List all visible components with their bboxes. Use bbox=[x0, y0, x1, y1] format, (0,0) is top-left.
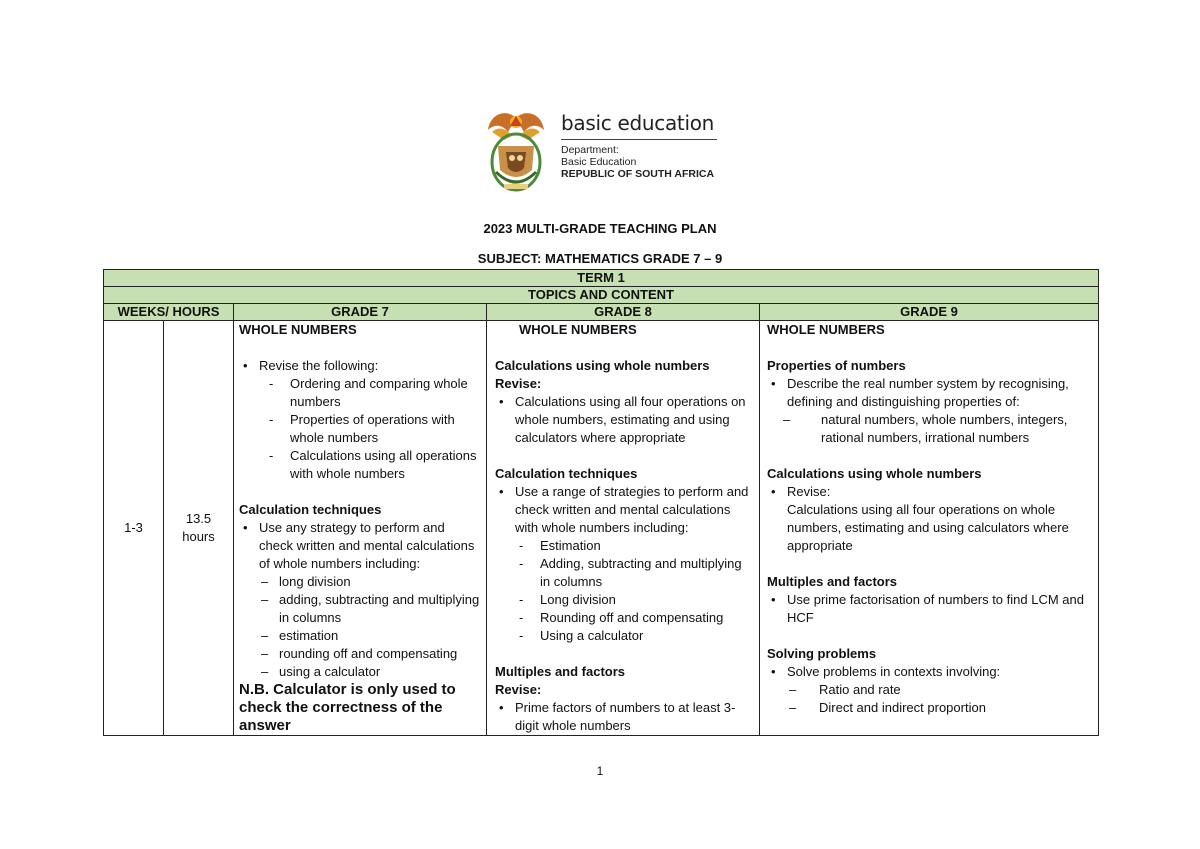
g7-calc-heading: Calculation techniques bbox=[239, 502, 382, 517]
list-item: - Calculations using all operations with whole numbers bbox=[259, 447, 481, 483]
header-grade-7: GRADE 7 bbox=[234, 304, 487, 321]
list-item: • Prime factors of numbers to at least 3-digit whole numbers bbox=[495, 699, 754, 735]
header-weeks: WEEKS/ HOURS bbox=[104, 304, 234, 321]
g8-mult-heading: Multiples and factors bbox=[495, 664, 626, 679]
brand-name: basic education bbox=[561, 111, 715, 135]
list-item: • Revise the following: - Ordering and comparing whole numbers - Properties of operations with whole numbers - Calculations using all operations with whole numbers bbox=[239, 357, 481, 483]
list-item: – long division bbox=[259, 573, 481, 591]
g8-heading: WHOLE NUMBERS bbox=[519, 322, 637, 337]
term-row bbox=[104, 270, 1099, 287]
topics-row bbox=[104, 287, 1099, 304]
list-item: - Adding, subtracting and multiplying in columns bbox=[509, 555, 754, 591]
g9-heading: WHOLE NUMBERS bbox=[767, 322, 885, 337]
list-item: • Revise: Calculations using all four operations on whole numbers, estimating and using calculators where appropriate bbox=[767, 483, 1093, 555]
grade-7-content bbox=[234, 321, 487, 736]
list-item: – adding, subtracting and multiplying in columns bbox=[259, 591, 481, 627]
weeks-cell: 1-3 bbox=[104, 321, 164, 736]
list-item: – Ratio and rate bbox=[787, 681, 1093, 699]
g8-revise-label: Revise: bbox=[495, 376, 542, 391]
header-grade-8: GRADE 8 bbox=[487, 304, 760, 321]
list-item: – estimation bbox=[259, 627, 481, 645]
list-item: - Rounding off and compensating bbox=[509, 609, 754, 627]
list-item: – natural numbers, whole numbers, integers, rational numbers, irrational numbers bbox=[781, 411, 1093, 447]
coat-of-arms-icon bbox=[484, 110, 548, 195]
country-name: REPUBLIC OF SOUTH AFRICA bbox=[561, 168, 715, 180]
grade-8-content bbox=[487, 321, 760, 736]
g9-calc-text: Calculations using all four operations on whole numbers, estimating and using calculators where appropriate bbox=[787, 502, 1069, 553]
list-item: • Solve problems in contexts involving: – Ratio and rate – Direct and indirect proportion bbox=[767, 663, 1093, 717]
document-title: 2023 MULTI-GRADE TEACHING PLAN bbox=[483, 221, 717, 236]
document-subject: SUBJECT: MATHEMATICS GRADE 7 – 9 bbox=[477, 251, 723, 266]
list-item: - Properties of operations with whole numbers bbox=[259, 411, 481, 447]
brand-divider bbox=[561, 139, 717, 140]
page-number: 1 bbox=[596, 764, 604, 778]
list-item: - Estimation bbox=[509, 537, 754, 555]
dbe-logo bbox=[484, 110, 724, 195]
g9-solve-heading: Solving problems bbox=[767, 646, 877, 661]
dept-label: Department: bbox=[561, 144, 619, 156]
header-grade-9: GRADE 9 bbox=[760, 304, 1099, 321]
g8-mult-revise: Revise: bbox=[495, 682, 542, 697]
teaching-plan-table bbox=[103, 269, 1099, 736]
grade-9-content bbox=[760, 321, 1099, 736]
list-item: - Long division bbox=[509, 591, 754, 609]
g8-calc-heading: Calculations using whole numbers bbox=[495, 358, 710, 373]
list-item: • Use a range of strategies to perform and check written and mental calculations with whole numbers including: - Estimation - Adding, subtracting and multiplying in columns - Long division - Rounding off and compensating - Using a calculator bbox=[495, 483, 754, 645]
list-item: • Use prime factorisation of numbers to find LCM and HCF bbox=[767, 591, 1093, 627]
g9-prop-heading: Properties of numbers bbox=[767, 358, 906, 373]
list-item: – rounding off and compensating bbox=[259, 645, 481, 663]
list-item: - Ordering and comparing whole numbers bbox=[259, 375, 481, 411]
dept-name: Basic Education bbox=[561, 156, 637, 168]
header-row bbox=[104, 304, 1099, 321]
content-row bbox=[104, 321, 1099, 736]
list-item: – using a calculator bbox=[259, 663, 481, 681]
list-item: - Using a calculator bbox=[509, 627, 754, 645]
g7-calculator-note: N.B. Calculator is only used to check the correctness of the answer bbox=[239, 681, 456, 734]
g9-mult-heading: Multiples and factors bbox=[767, 574, 898, 589]
term-cell: TERM 1 bbox=[104, 270, 1099, 287]
list-item: • Describe the real number system by recognising, defining and distinguishing properties of: – natural numbers, whole numbers, integers, rational numbers, irrational numbers bbox=[767, 375, 1093, 447]
list-item: – Direct and indirect proportion bbox=[787, 699, 1093, 717]
topics-cell: TOPICS AND CONTENT bbox=[104, 287, 1099, 304]
list-item: • Use any strategy to perform and check written and mental calculations of whole numbers including: – long division – adding, subtracting and multiplying in columns – estimation – rounding off and compensating – using a calculator bbox=[239, 519, 481, 681]
g9-calc-heading: Calculations using whole numbers bbox=[767, 466, 982, 481]
g8-tech-heading: Calculation techniques bbox=[495, 466, 638, 481]
g7-heading: WHOLE NUMBERS bbox=[239, 322, 357, 337]
hours-cell: 13.5 hours bbox=[164, 321, 234, 736]
list-item: • Calculations using all four operations on whole numbers, estimating and using calculators where appropriate bbox=[495, 393, 754, 447]
